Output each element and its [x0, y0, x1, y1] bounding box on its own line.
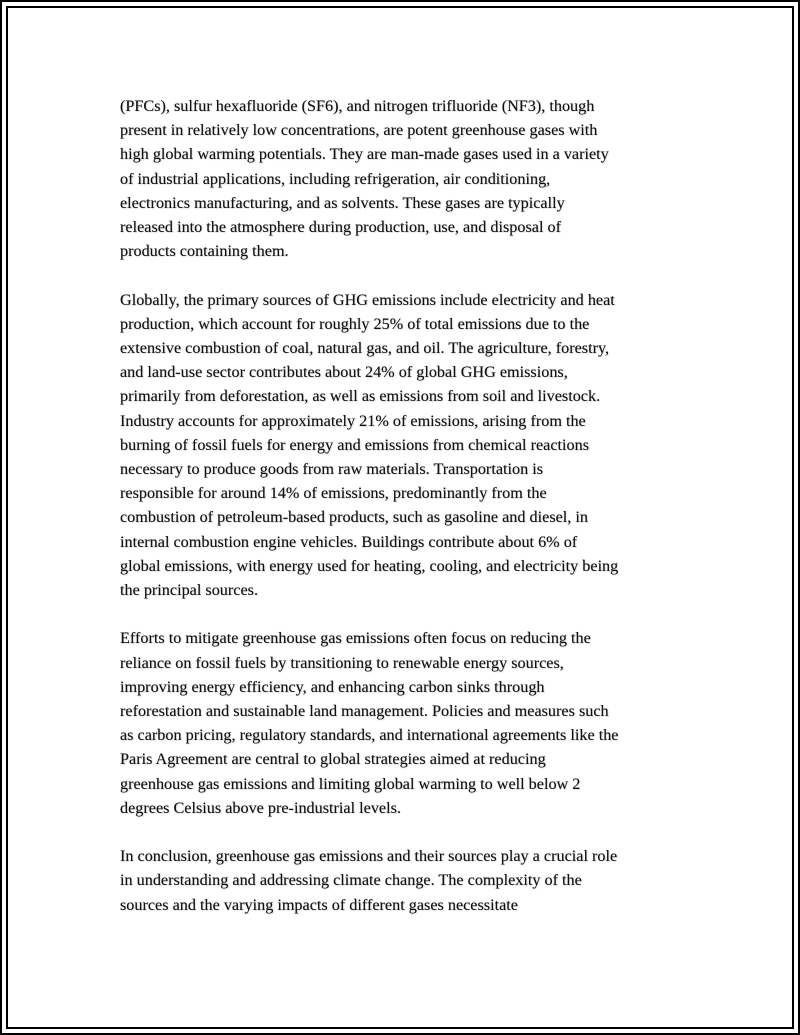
- document-body: [120, 94, 700, 941]
- paragraph-emission-sources: Globally, the primary sources of GHG emissions include electricity and heat production, which account for roughly 25% of total emissions due to the extensive combustion of coal, natural gas, and oil. The agriculture, forestry, and land-use sector contributes about 24% of global GHG emissions, primarily from deforestation, as well as emissions from soil and livestock. Industry accounts for approximately 21% of emissions, arising from the burning of fossil fuels for energy and emissions from chemical reactions necessary to produce goods from raw materials. Transportation is responsible for around 14% of emissions, predominantly from the combustion of petroleum-based products, such as gasoline and diesel, in internal combustion engine vehicles. Buildings contribute about 6% of global emissions, with energy used for heating, cooling, and electricity being the principal sources.: [120, 290, 619, 600]
- paragraph-conclusion: In conclusion, greenhouse gas emissions and their sources play a crucial role in understanding and addressing climate change. The complexity of the sources and the varying impacts of different gases necessitate: [120, 847, 618, 914]
- paragraph-fluorinated-gases: (PFCs), sulfur hexafluoride (SF6), and nitrogen trifluoride (NF3), though present in relatively low concentrations, are potent greenhouse gases with high global warming potentials. They are man-made gases used in a variety of industrial applications, including refrigeration, air conditioning, electronics manufacturing, and as solvents. These gases are typically released into the atmosphere during production, use, and disposal of products containing them.: [120, 97, 609, 261]
- paragraph-mitigation-efforts: Efforts to mitigate greenhouse gas emissions often focus on reducing the reliance on fossil fuels by transitioning to renewable energy sources, improving energy efficiency, and enhancing carbon sinks through reforestation and sustainable land management. Policies and measures such as carbon pricing, regulatory standards, and international agreements like the Paris Agreement are central to global strategies aimed at reducing greenhouse gas emissions and limiting global warming to well below 2 degrees Celsius above pre-industrial levels.: [120, 629, 619, 817]
